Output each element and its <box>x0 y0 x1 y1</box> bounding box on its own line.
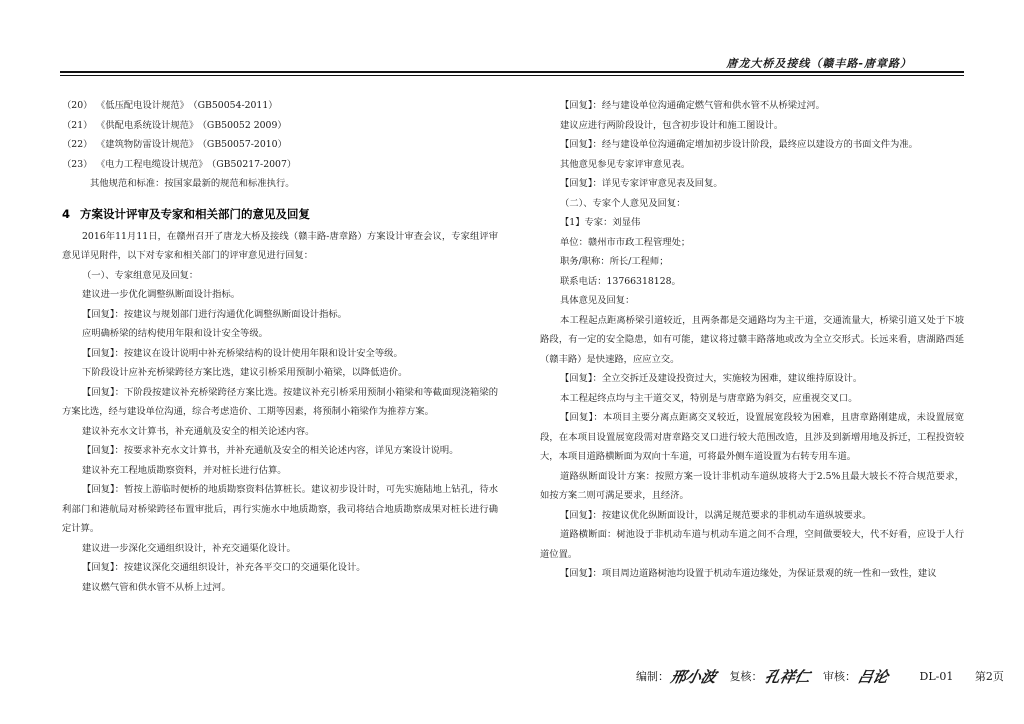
paragraph: 【回复】：全立交拆迁及建设投资过大，实施较为困难，建议维持原设计。 <box>560 373 863 384</box>
section-number: 4 <box>62 206 71 221</box>
reference-title: 《供配电系统设计规范》 <box>96 119 199 131</box>
paragraph: 本工程起点距离桥梁引道较近，且两条都是交通路均为主干道，交通流量大，桥梁引道又处于下坡路段，有一定的安全隐患，如有可能，建议将过赣丰路落地或改为全立交形式。长远来看，唐湖路西延（赣丰路）是快速路，应应立交。 <box>540 314 964 365</box>
right-column <box>540 96 964 584</box>
paragraph: 道路纵断面设计方案：按照方案一设计非机动车道纵坡将大于2.5%且最大坡长不符合规范要求，如按方案二则可满足要求，且经济。 <box>540 470 964 501</box>
reference-code: （GB50217-2007） <box>211 158 297 170</box>
reference-title: 《电力工程电缆设计规范》 <box>96 158 208 170</box>
paragraph: 【回复】：按要求补充水文计算书，并补充通航及安全的相关论述内容，详见方案设计说明。 <box>82 445 459 456</box>
compiled-signature: 邢小波 <box>668 668 718 686</box>
paragraph: 具体意见及回复： <box>560 295 635 306</box>
section-heading <box>62 201 498 227</box>
paragraph: 【回复】：本项目主要分离点距离交叉较近，设置展宽段较为困难，且唐章路刚建成，未设置展宽段，在本项目设置展宽段需对唐章路交叉口进行较大范围改造，且涉及到新增用地及拆迁，工程投资较大，本项目道路横断面为双向十车道，可将最外侧车道设置为右转专用车道。 <box>540 412 964 462</box>
reference-number: （21） <box>62 119 93 131</box>
paragraph: 【回复】：按建议与规划部门进行沟通优化调整纵断面设计指标。 <box>82 308 347 320</box>
approved-signature: 吕论 <box>856 668 890 686</box>
header-rule-thin <box>60 75 964 76</box>
left-body <box>62 227 498 598</box>
paragraph: 【回复】：按建议深化交通组织设计，补充各平交口的交通渠化设计。 <box>82 562 366 573</box>
paragraph: 【回复】：项目周边道路树池均设置于机动车道边缘处，为保证景观的统一性和一致性，建议 <box>560 568 937 579</box>
reference-number: （20） <box>62 100 93 111</box>
paragraph: 【回复】：按建议优化纵断面设计，以满足规范要求的非机动车道纵坡要求。 <box>560 509 872 521</box>
signature-footer <box>636 666 1004 687</box>
paragraph: 建议补充工程地质勘察资料，并对桩长进行估算。 <box>82 464 287 476</box>
reference-item <box>62 155 498 175</box>
paragraph: 建议补充水文计算书，补充通航及安全的相关论述内容。 <box>82 425 315 437</box>
paragraph: 道路横断面：树池设于非机动车道与机动车道之间不合理，空间做要较大，代不好看，应设于人行道位置。 <box>540 529 964 560</box>
paragraph: 【回复】：暂按上游临时便桥的地质勘察资料估算桩长。建议初步设计时，可先实施陆地上钻孔，待水利部门和港航局对桥梁跨径布置审批后，再行实施水中地质勘察，我司将结合地质勘察成果对桩长进行确定计算。 <box>62 484 498 534</box>
paragraph: 建议进一步深化交通组织设计，补充交通渠化设计。 <box>82 542 296 554</box>
reference-title: 《建筑物防雷设计规范》 <box>96 139 199 150</box>
header-rule-thick <box>60 71 964 73</box>
paragraph: 下阶段设计应补充桥梁跨径方案比选，建议引桥采用预制小箱梁，以降低造价。 <box>82 367 408 378</box>
paragraph: 建议应进行两阶段设计，包含初步设计和施工图设计。 <box>560 119 784 131</box>
page-number: 第2页 <box>974 670 1004 683</box>
paragraph: 【回复】：按建议在设计说明中补充桥梁结构的设计使用年限和设计安全等级。 <box>82 347 403 359</box>
paragraph: 【1】专家：刘显伟 <box>560 217 641 228</box>
paragraph: 【回复】：下阶段按建议补充桥梁跨径方案比选。按建议补充引桥采用预制小箱梁和等截面现浇箱梁的方案比选，经与建设单位沟通，综合考虑造价、工期等因素，将预制小箱梁作为推荐方案。 <box>62 386 498 417</box>
paragraph: 2016年11月11日，在赣州召开了唐龙大桥及接线（赣丰路-唐章路）方案设计审查会议，专家组评审意见详见附件，以下对专家和相关部门的评审意见进行回复： <box>62 230 498 261</box>
paragraph: 【回复】：经与建设单位沟通确定燃气管和供水管不从桥梁过河。 <box>560 100 825 111</box>
paragraph: 单位：赣州市市政工程管理处； <box>560 236 691 248</box>
reference-item <box>62 96 498 116</box>
paragraph: 其他意见参见专家评审意见表。 <box>560 158 691 170</box>
reference-item <box>62 116 498 136</box>
reference-item <box>62 135 498 155</box>
compiled-label: 编制： <box>636 670 669 683</box>
paragraph: 【回复】：经与建设单位沟通确定增加初步设计阶段，最终应以建设方的书面文件为准。 <box>560 139 918 150</box>
reference-code: （GB50054-2011） <box>192 100 278 111</box>
left-column <box>62 96 498 597</box>
document-code: DL-01 <box>919 670 954 683</box>
reviewed-label: 复核： <box>729 670 763 683</box>
paragraph: （二）、专家个人意见及回复： <box>560 197 686 209</box>
reference-code: （GB50057-2010） <box>202 139 287 150</box>
paragraph: （一）、专家组意见及回复： <box>82 269 199 281</box>
references-note: 其他规范和标准：按国家最新的规范和标准执行。 <box>90 178 295 189</box>
section-title: 方案设计评审及专家和相关部门的意见及回复 <box>80 206 310 221</box>
paragraph: 建议燃气管和供水管不从桥上过河。 <box>82 581 231 593</box>
reference-title: 《低压配电设计规范》 <box>96 100 189 111</box>
paragraph: 应明确桥梁的结构使用年限和设计安全等级。 <box>82 328 268 339</box>
approved-label: 审核： <box>823 670 857 683</box>
right-body <box>540 96 964 584</box>
paragraph: 联系电话：13766318128。 <box>560 275 681 287</box>
reference-number: （23） <box>62 158 93 170</box>
reviewed-signature: 孔祥仁 <box>762 668 812 686</box>
header-title: 唐龙大桥及接线（赣丰路-唐章路） <box>726 57 912 70</box>
paragraph: 本工程起终点均与主干道交叉，特别是与唐章路为斜交，应重视交叉口。 <box>560 392 858 404</box>
paragraph: 职务/职称：所长/工程师； <box>560 256 669 267</box>
reference-number: （22） <box>62 139 93 150</box>
paragraph: 【回复】：详见专家评审意见表及回复。 <box>560 178 723 189</box>
reference-code: （GB50052 2009） <box>202 119 287 131</box>
paragraph: 建议进一步优化调整纵断面设计指标。 <box>82 289 241 300</box>
